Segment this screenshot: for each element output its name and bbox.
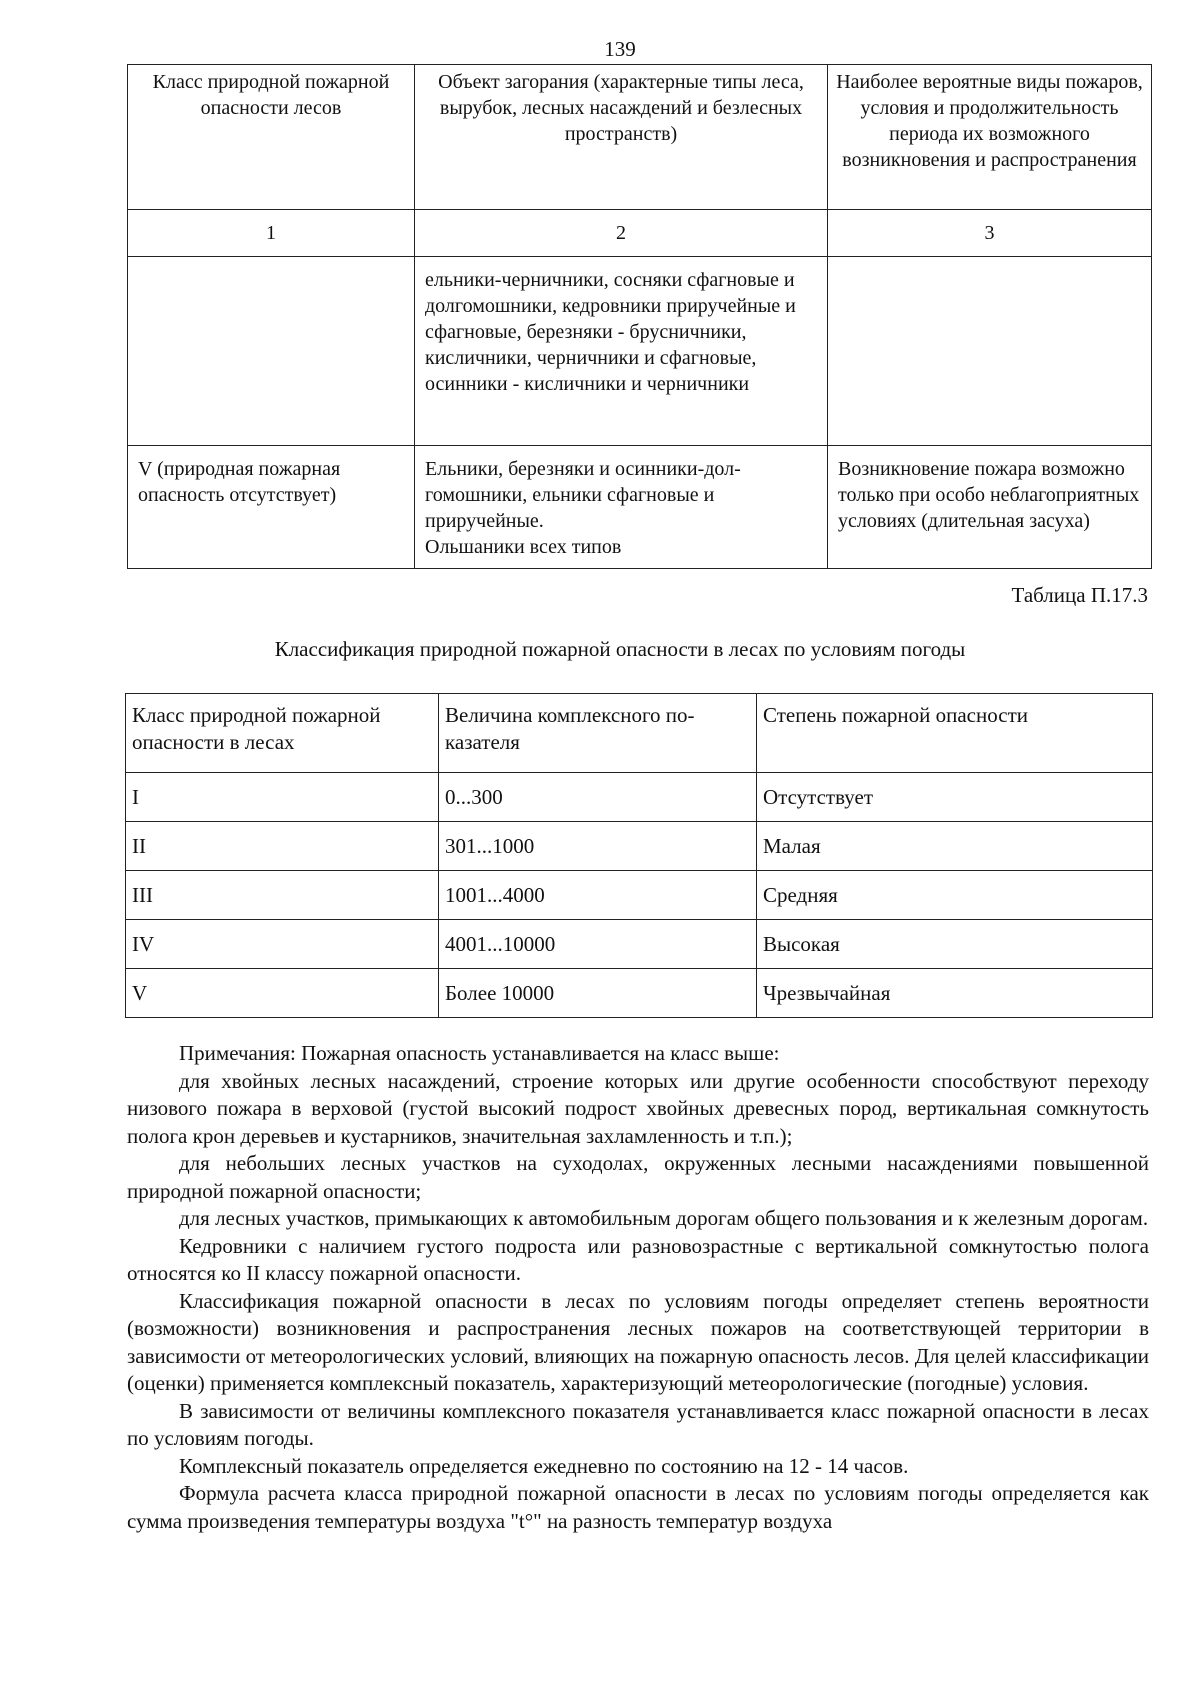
degree-cell: Чрезвычайная [757,969,1153,1018]
note-paragraph: для хвойных лесных насаждений, строение которых или другие особенности способствуют переходу низового пожара в верховой (густой высокий подрост хвойных древесных пород, вертикальная сомкнутость полога крон деревьев и кустарников, значительная захламленность и т.п.); [127,1068,1149,1148]
class-cell: V (природная пожарная опасность отсутствует) [128,446,415,569]
index-cell: 1001...4000 [439,871,757,920]
index-cell: 0...300 [439,773,757,822]
class-cell: III [126,871,439,920]
column-header: Объект загорания (характерные типы леса, вырубок, лесных насаждений и безлесных пространств) [415,65,828,210]
column-header: Наиболее вероятные виды пожаров, условия и продолжительность периода их возможного возникновения и распространения [828,65,1152,210]
column-number: 1 [128,210,415,257]
table-header-row [126,694,1153,773]
table-row [126,773,1153,822]
table-row [128,257,1152,446]
object-cell: ельники-черничники, сосняки сфагновые и долгомошники, кедровники приручейные и сфагновые, березняки - брусничники, кисличники, черничники и сфагновые, осинники - кисличники и черничники [415,257,828,446]
page-number: 139 [604,37,636,61]
column-number-row [128,210,1152,257]
class-cell [128,257,415,446]
column-header: Величина комплексного показателя [439,694,757,773]
fires-cell [828,257,1152,446]
index-cell: 301...1000 [439,822,757,871]
note-paragraph: Классификация пожарной опасности в лесах по условиям погоды определяет степень вероятности (возможности) возникновения и распространения лесных пожаров на соответствующей территории в зависимости от метеорологических условий, влияющих на пожарную опасность лесов. Для целей классификации (оценки) применяется комплексный показатель, характеризующий метеорологические (погодные) условия. [127,1288,1149,1395]
column-header: Класс природной пожарной опасности лесов [128,65,415,210]
column-number: 2 [415,210,828,257]
column-header: Степень пожарной опасности [757,694,1153,773]
note-paragraph: для лесных участков, примыкающих к автомобильным дорогам общего пользования и к железным дорогам. [179,1206,1149,1230]
table-row [126,871,1153,920]
degree-cell: Отсутствует [757,773,1153,822]
index-cell: Более 10000 [439,969,757,1018]
table-row [126,822,1153,871]
note-paragraph: Примечания: Пожарная опасность устанавливается на класс выше: [179,1041,780,1065]
fires-cell: Возникновение пожара возможно только при особо неблагоприятных условиях (длительная засуха) [828,446,1152,569]
degree-cell: Средняя [757,871,1153,920]
degree-cell: Малая [757,822,1153,871]
degree-cell: Высокая [757,920,1153,969]
class-cell: IV [126,920,439,969]
note-paragraph: Формула расчета класса природной пожарной опасности в лесах по условиям погоды определяется как сумма произведения температуры воздуха "t°" на разность температур воздуха [127,1481,1149,1533]
column-header: Класс природной пожарной опасности в лесах [126,694,439,773]
continued-fire-hazard-table [127,64,1152,569]
table-header-row [128,65,1152,210]
note-paragraph: В зависимости от величины комплексного показателя устанавливается класс пожарной опасности в лесах по условиям погоды. [127,1398,1149,1450]
notes-section [127,1040,1149,1535]
note-paragraph: Комплексный показатель определяется ежедневно по состоянию на 12 - 14 часов. [179,1453,909,1478]
note-paragraph: Кедровники с наличием густого подроста или разновозрастные с вертикальной сомкнутостью полога относятся ко II классу пожарной опасности. [127,1233,1149,1285]
class-cell: II [126,822,439,871]
table-caption: Таблица П.17.3 [1011,583,1148,607]
column-number: 3 [828,210,1152,257]
note-paragraph: для небольших лесных участков на суходолах, окруженных лесными насаждениями повышенной природной пожарной опасности; [127,1151,1149,1203]
index-cell: 4001...10000 [439,920,757,969]
class-cell: V [126,969,439,1018]
class-cell: I [126,773,439,822]
object-cell [415,446,828,569]
object-line: Ельники, березняки и осинники-долгомошники, ельники сфагновые и приручейные. [425,458,741,532]
table-row [126,969,1153,1018]
object-line: Ольшаники всех типов [425,536,622,558]
table-row [126,920,1153,969]
table-title: Классификация природной пожарной опасности в лесах по условиям погоды [274,637,966,661]
weather-fire-hazard-table [125,693,1153,1018]
table-row [128,446,1152,569]
